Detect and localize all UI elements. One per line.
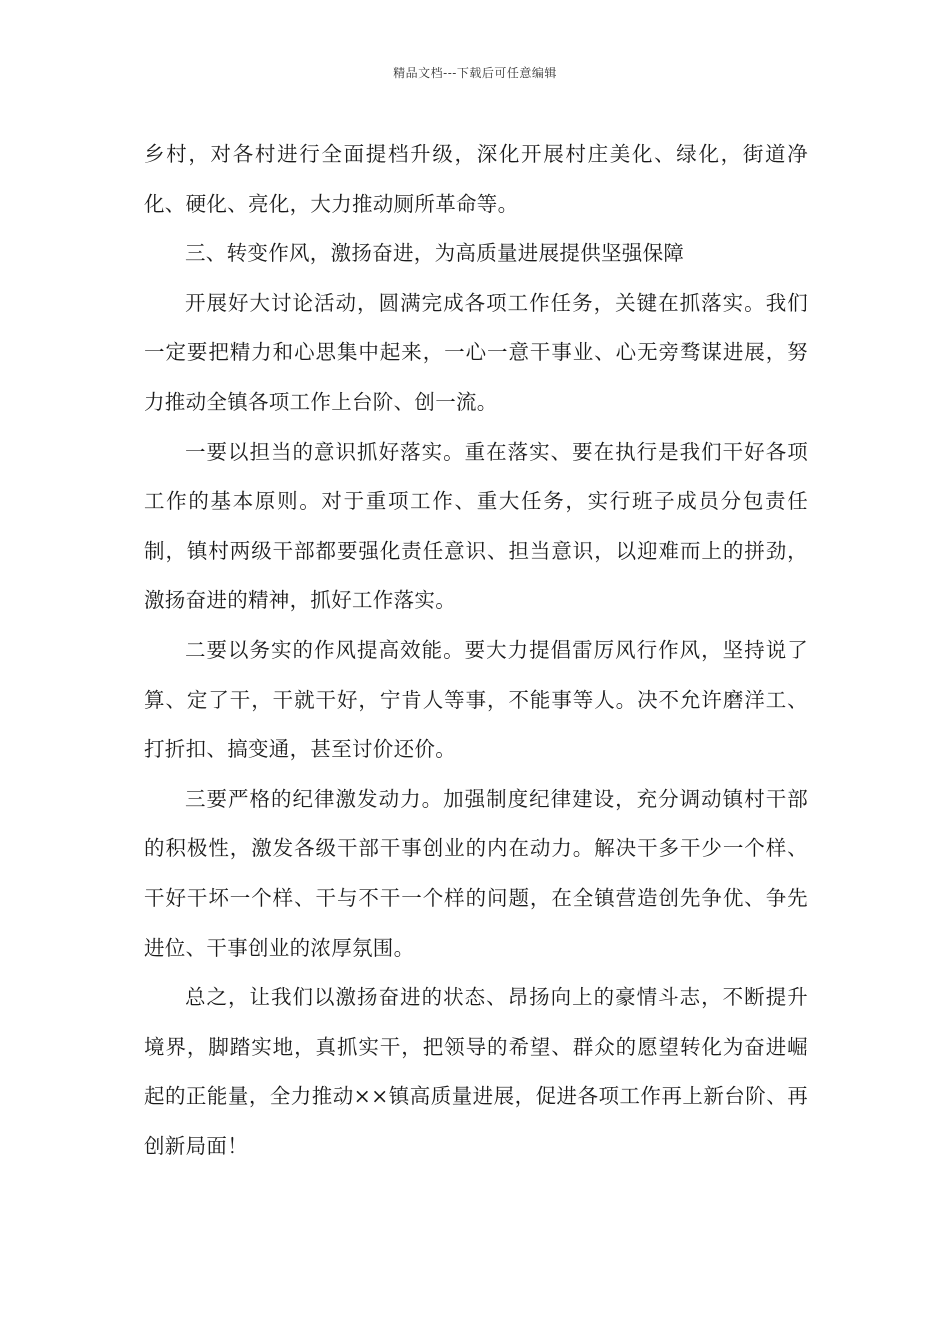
page-header: 精品文档---下载后可任意编辑 xyxy=(393,66,557,80)
paragraph-3: 一要以担当的意识抓好落实。重在落实、要在执行是我们干好各项工作的基本原则。对于重项工作、重大任务，实行班子成员分包责任制，镇村两级干部都要强化责任意识、担当意识，以迎难而上的拼劲，激扬奋进的精神，抓好工作落实。 xyxy=(144,439,808,613)
section-heading-3: 三、转变作风，激扬奋进，为高质量进展提供坚强保障 xyxy=(185,241,685,266)
document-body xyxy=(144,130,808,1171)
paragraph-1: 乡村，对各村进行全面提档升级，深化开展村庄美化、绿化，街道净化、硬化、亮化，大力推动厕所革命等。 xyxy=(144,142,808,216)
paragraph-6: 总之，让我们以激扬奋进的状态、昂扬向上的豪情斗志，不断提升境界，脚踏实地，真抓实干，把领导的希望、群众的愿望转化为奋进崛起的正能量，全力推动××镇高质量进展，促进各项工作再上新台阶、再创新局面！ xyxy=(144,985,808,1158)
paragraph-5: 三要严格的纪律激发动力。加强制度纪律建设，充分调动镇村干部的积极性，激发各级干部干事创业的内在动力。解决干多干少一个样、干好干坏一个样、干与不干一个样的问题，在全镇营造创先争优、争先进位、干事创业的浓厚氛围。 xyxy=(144,786,808,960)
paragraph-4: 二要以务实的作风提高效能。要大力提倡雷厉风行作风，坚持说了算、定了干，干就干好，宁肯人等事，不能事等人。决不允许磨洋工、打折扣、搞变通，甚至讨价还价。 xyxy=(144,637,808,762)
paragraph-2: 开展好大讨论活动，圆满完成各项工作任务，关键在抓落实。我们一定要把精力和心思集中起来，一心一意干事业、心无旁骛谋进展，努力推动全镇各项工作上台阶、创一流。 xyxy=(144,290,808,414)
